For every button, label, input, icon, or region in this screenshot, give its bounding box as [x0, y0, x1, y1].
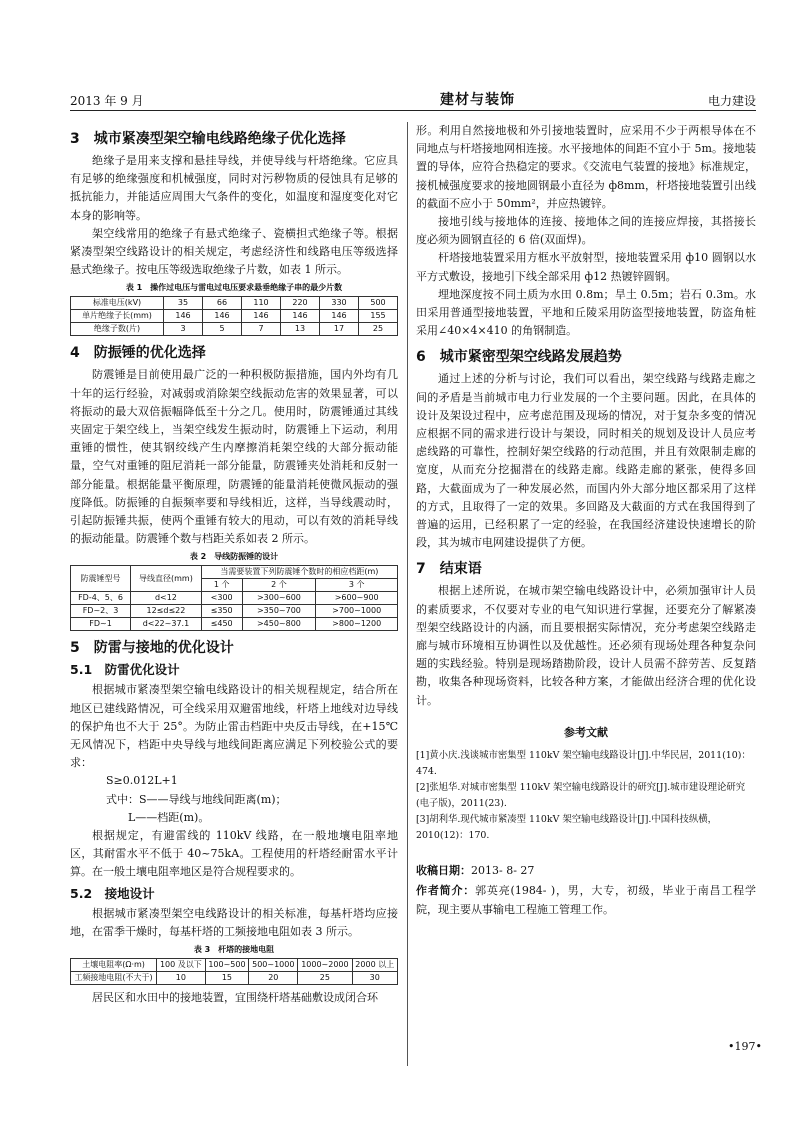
- paragraph: 架空线常用的绝缘子有悬式绝缘子、瓷横担式绝缘子等。根据紧凑型架空线路设计的相关规定，考虑经济性和线路电压等级选择悬式绝缘子。按电压等级选取绝缘子片数，如表 1 所示。: [70, 226, 398, 277]
- paragraph: 居民区和水田中的接地装置，宜围绕杆塔基础敷设成闭合环: [92, 991, 378, 1005]
- received-label: 收稿日期：: [416, 864, 471, 878]
- table-row: [71, 972, 398, 985]
- table-cell: 100 及以下: [157, 959, 205, 972]
- formula-where: 式中：S——导线与地线间距离(m)；: [106, 792, 287, 806]
- table-cell: 500: [359, 297, 398, 310]
- section-3-title: 3 城市紧凑型架空输电线路绝缘子优化选择: [70, 131, 346, 147]
- table-cell: ≤350: [201, 605, 242, 618]
- page-header: [70, 88, 756, 111]
- reference-item: [1]黄小庆.浅谈城市密集型 110kV 架空输电线路设计[J].中华民居，2011(10)：474.: [416, 750, 751, 778]
- section-6-title: 6 城市紧密型架空线路发展趋势: [416, 349, 622, 366]
- section-4-title: 4 防振锤的优化选择: [70, 345, 206, 362]
- paragraph: 根据规定，有避雷线的 110kV 线路，在一般地壤电阻率地区，其耐雷水平不低于 40~75kA。工程使用的杆塔经耐雷水平计算。在一般土壤电阻率地区是符合规程要求的。: [70, 829, 398, 879]
- table-2-caption: 表 2 导线防振锤的设计: [189, 552, 279, 562]
- table-header-cell: 2 个: [242, 579, 316, 592]
- table-cell: 146: [320, 310, 359, 323]
- table-header-cell: 当需要装置下列防震锤个数时的相应档距(m): [201, 566, 397, 579]
- table-cell: FD-4、5、6: [71, 592, 131, 605]
- table-3-caption: 表 3 杆塔的接地电阻: [193, 945, 275, 955]
- paragraph: 通过上述的分析与讨论，我们可以看出，架空线路与线路走廊之间的矛盾是当前城市电力行业发展的一个主要问题。因此，在具体的设计及架设过程中，应考虑范围及现场的情况，对于复杂多变的情况应根据不同的需求进行设计与架设，同时相关的规划及设计人员应考虑线路的可靠性，控制好架空线路的行动范围，并且有效限制走廊的宽度，从而充分挖掘潜在的线路走廊。线路走廊的紧张，使得多回路，大截面成为了一种发展必然，而国内外大部分地区都采用了这样的方式，且取得了一定的效果。多回路及大截面的方式在我国得到了普遍的运用，已经积累了一定的经验，在我国经济建设快速增长的阶段，其为城市电网建设提供了方便。: [416, 372, 756, 550]
- table-cell: 500~1000: [249, 959, 298, 972]
- table-cell: 110: [242, 297, 281, 310]
- reference-item: [2]张旭华.对城市密集型 110kV 架空输电线路设计的研究[J].城市建设理论研究(电子版)，2011(23).: [416, 782, 746, 810]
- table-cell: FD~2、3: [71, 605, 131, 618]
- table-cell: 330: [320, 297, 359, 310]
- paragraph: 绝缘子是用来支撑和悬挂导线，并使导线与杆塔绝缘。它应具有足够的绝缘强度和机械强度，同时对污秽物质的侵蚀具有足够的抵抗能力，并能适应周围大气条件的变化，如温度和湿度变化对它本身的影响等。: [70, 154, 398, 222]
- table-cell: 15: [205, 972, 249, 985]
- table-header-cell: 导线直径(mm): [131, 566, 202, 592]
- received-value: 2013- 8- 27: [471, 864, 535, 878]
- table-header-cell: 1 个: [201, 579, 242, 592]
- author-label: 作者简介：: [416, 884, 476, 898]
- column-divider: [407, 122, 408, 1066]
- section-7-title: 7 结束语: [416, 561, 482, 578]
- right-column: [416, 122, 756, 919]
- subsection-5-1-title: 5.1 防雷优化设计: [70, 662, 180, 678]
- table-cell: >450~800: [242, 618, 316, 631]
- section-name: 电力建设: [707, 94, 756, 108]
- table-cell: 工频接地电阻(不大于): [71, 972, 157, 985]
- table-cell: >800~1200: [316, 618, 398, 631]
- paragraph: 杆塔接地装置采用方框水平放射型，接地装置采用 ф10 圆钢以水平方式敷设，接地引下线全部采用 ф12 热镀锌圆钢。: [416, 251, 756, 283]
- table-cell: 146: [203, 310, 242, 323]
- paragraph: 防震锤是目前使用最广泛的一种积极防振措施，国内外均有几十年的运行经验，对减弱或消除架空线振动危害的效果显著，可以将振动的最大双倍振幅降低至十分之几。使用时，防震锤通过其线夹固定于架空线上，当架空线发生振动时，防震锤上下运动，利用重锤的惯性，使其钢绞线产生内摩擦消耗架空线的大部分振动能量，空气对重锤的阻尼消耗一部分能量，防震锤夹处消耗和反射一部分能量。根据能量平衡原理，防震锤的能量消耗使微风振动的强度降低。防振锤的自振频率要和导线相近，这样，当导线震动时，引起防振锤共振，使两个重锤有较大的甩动，可以有效的消耗导线的振动能量。防震锤个数与档距关系如表 2 所示。: [70, 368, 398, 546]
- received-date: [416, 862, 756, 880]
- author-info: [416, 882, 756, 918]
- table-cell: <300: [201, 592, 242, 605]
- paragraph: 形。利用自然接地极和外引接地装置时，应采用不少于两根导体在不同地点与杆塔接地网相连接。水平接地体的间距不宜小于 5m。接地装置的导体，应符合热稳定的要求。《交流电气装置的接地》标准规定，接机械强度要求的接地圆钢最小直径为 ф8mm，杆塔接地装置引出线的截面不应小于 50mm²，并应热镀锌。: [416, 124, 756, 210]
- table-cell: 35: [164, 297, 203, 310]
- table-row: [71, 592, 398, 605]
- left-column: [70, 122, 398, 1007]
- table-cell: 220: [281, 297, 320, 310]
- table-cell: 12≤d≤22: [131, 605, 202, 618]
- table-cell: 5: [203, 323, 242, 336]
- section-5-title: 5 防雷与接地的优化设计: [70, 640, 234, 657]
- paragraph: 根据城市紧凑型架空电线路设计的相关标准，每基杆塔均应接地，在雷季干燥时，每基杆塔的工频接地电阻如表 3 所示。: [70, 906, 398, 938]
- table-row: [71, 605, 398, 618]
- table-row: [71, 297, 398, 310]
- table-cell: >700~1000: [316, 605, 398, 618]
- table-cell: d<22~37.1: [131, 618, 202, 631]
- author-value: 郭英亮(1984- )，男，大专，初级，毕业于南昌工程学院，现主要从事输电工程施工管理工作。: [416, 884, 756, 916]
- table-cell: 3: [164, 323, 203, 336]
- table-cell: d<12: [131, 592, 202, 605]
- table-2: [70, 565, 398, 631]
- table-header-cell: 3 个: [316, 579, 398, 592]
- table-cell: 2000 以上: [352, 959, 397, 972]
- subsection-5-2-title: 5.2 接地设计: [70, 885, 155, 901]
- reference-item: [3]胡利华.现代城市紧凑型 110kV 架空输电线路设计[J].中国科技纵横，2010(12)：170.: [416, 814, 717, 842]
- journal-name: 建材与装饰: [440, 92, 515, 108]
- table-cell: 66: [203, 297, 242, 310]
- table-row: [71, 566, 398, 579]
- table-cell: 30: [352, 972, 397, 985]
- table-cell: 10: [157, 972, 205, 985]
- page-number: •197•: [728, 1040, 762, 1053]
- paragraph: 根据上述所说，在城市架空输电线路设计中，必须加强审计人员的素质要求，不仅要对专业的电气知识进行掌握，还要充分了解紧凑型架空线路设计的内涵，而且要根据实际情况，充分考虑架空线路走廊与城市环境相互协调性以及优越性。还必须有现场处理各种复杂问题的实践经验。特别是现场踏勘阶段，设计人员需不辞劳苦、反复踏勘，收集各种现场资料，比较各种方案，才能做出经济合理的优化设计。: [416, 584, 756, 707]
- table-cell: 单片绝缘子长(mm): [71, 310, 164, 323]
- table-1-caption: 表 1 操作过电压与雷电过电压要求悬垂绝缘子串的最少片数: [125, 283, 343, 293]
- paragraph: 根据城市紧凑型架空输电线路设计的相关规程规定，结合所在地区已建线路情况，可全线采用双避雷地线，杆塔上地线对边导线的保护角也不大于 25°。为防止雷击档距中央反击导线，在+15℃无风情况下，档距中央导线与地线间距离应满足下列校验公式的要求：: [70, 683, 398, 770]
- table-row: [71, 323, 398, 336]
- table-cell: FD~1: [71, 618, 131, 631]
- table-cell: >300~600: [242, 592, 316, 605]
- table-cell: 146: [242, 310, 281, 323]
- table-row: [71, 618, 398, 631]
- issue-date: 2013 年 9 月: [70, 94, 144, 108]
- table-cell: 1000~2000: [298, 959, 352, 972]
- table-cell: 20: [249, 972, 298, 985]
- formula: S≥0.012L+1: [106, 774, 178, 788]
- table-cell: 绝缘子数(片): [71, 323, 164, 336]
- table-cell: ≤450: [201, 618, 242, 631]
- paragraph: 接地引线与接地体的连接、接地体之间的连接应焊接，其搭接长度必须为圆钢直径的 6 倍(双面焊)。: [416, 215, 756, 247]
- table-cell: 25: [298, 972, 352, 985]
- table-cell: 155: [359, 310, 398, 323]
- table-1: [70, 296, 398, 336]
- table-cell: 土壤电阻率(Ω·m): [71, 959, 157, 972]
- table-cell: >350~700: [242, 605, 316, 618]
- references-title: 参考文献: [564, 725, 608, 739]
- table-cell: >600~900: [316, 592, 398, 605]
- formula-where: L——档距(m)。: [128, 810, 210, 824]
- table-cell: 146: [281, 310, 320, 323]
- table-cell: 100~500: [205, 959, 249, 972]
- table-cell: 17: [320, 323, 359, 336]
- paragraph: 埋地深度按不同土质为水田 0.8m；旱土 0.5m；岩石 0.3m。水田采用普通型接地装置，平地和丘陵采用防盗型接地装置，防盗角桩采用∠40×4×410 的角钢制造。: [416, 287, 756, 338]
- table-cell: 13: [281, 323, 320, 336]
- table-row: [71, 310, 398, 323]
- table-cell: 25: [359, 323, 398, 336]
- table-row: [71, 959, 398, 972]
- table-header-cell: 防震锤型号: [71, 566, 131, 592]
- table-cell: 7: [242, 323, 281, 336]
- table-cell: 标准电压(kV): [71, 297, 164, 310]
- table-3: [70, 958, 398, 985]
- table-cell: 146: [164, 310, 203, 323]
